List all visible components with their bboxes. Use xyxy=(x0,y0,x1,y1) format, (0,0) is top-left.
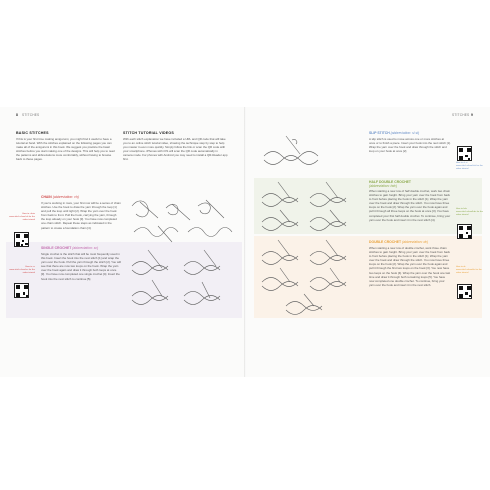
single-crochet-illustrations xyxy=(128,246,238,318)
dc-body: When starting a new row of double crochet, work three chain stitches to gain height. Bring your yarn over the hook from back to front before placing the hook in the stitch [1]. Wrap the yarn over the hook and draw through the stitch. You now have three loops on the hook [2]. Wrap the yarn over the hook again and pull it through the first two loops on the hook [3]. You now have two loops on the hook [4]. Wrap the yarn over the hook one last time and draw it through both remaining loops [5]. You have now completed one double crochet. To continue, bring your yarn over the hook and insert it in the next stitch. xyxy=(369,246,451,287)
slip-stitch-body: A slip stitch is used to move across one or more stitches at once or to finish a piece. Insert your hook into the next stitch [1]. Wrap the yarn over the hook and draw through the stitch and loop on your hook at once [2]. xyxy=(369,137,451,154)
chain-heading: CHAIN (abbreviation: ch) xyxy=(41,195,79,199)
dc-illustrations xyxy=(260,238,356,316)
single-crochet-heading: SINGLE CROCHET (abbreviation: sc) xyxy=(41,246,99,250)
single-crochet-body: Single crochet is the stitch that will be most frequently used in this book. Insert the hook into the next stitch [1] and wrap the yarn over the hook. Pull the yarn through the stitch [2]. You will see that there are now two loops on the hook. Wrap the yarn over the hook again and draw it through both loops at once [3]. You have now completed one single crochet [4]. Insert the hook into the next stitch to continue [5]. xyxy=(41,252,121,281)
chain-body: If you're working in rows, your first row will be a series of chain stitches. Use the hook to draw the yarn through the loop [1] and pull the loop until tight [2]. Wrap the yarn over the hook from back to front. Pull the hook, carrying the yarn, through the loop already on your hook [3]. You have now completed one chain stitch. Repeat these steps as indicated in the pattern to create a foundation chain [4]. xyxy=(41,201,121,230)
dc-qr-code[interactable] xyxy=(457,284,472,299)
book-spine xyxy=(244,107,246,377)
hdc-heading: HALF DOUBLE CROCHET (abbreviation: hdc) xyxy=(369,180,412,188)
hdc-qr-code[interactable] xyxy=(457,224,472,239)
tutorial-videos-body: With each stitch explanation we have included a URL and QR code that will take you to an online stitch tutorial video, showing the technique step by step to help you master it even more quickly. Simply follow the link or scan the QR code with your smartphone. iPhones with iOS will scan the QR code automatically in camera mode. For phones with Android you may need to install a QR-Reader app first. xyxy=(123,137,228,162)
single-crochet-qr-caption: How to sc www.stitch.show/sc for the video tutorial xyxy=(9,266,35,274)
single-crochet-qr-code[interactable] xyxy=(14,283,29,298)
dc-qr-caption: How to dc www.stitch.show/dc for the video tutorial xyxy=(456,266,482,274)
hdc-body: When starting a new row of half double crochet, work two chain stitches to gain height. Bring your yarn over the hook from back to front before placing the hook in the stitch [1]. Wrap the yarn over the hook and draw through the stitch. You now have three loops on the hook [2]. Wrap the yarn over the hook again and pull it through all three loops on the hook at once [3]. You have completed your first half double crochet. To continue, bring your yarn over the hook and insert it in the next stitch [4]. xyxy=(369,189,451,222)
hdc-illustrations xyxy=(260,180,356,232)
basic-stitches-body: If this is your first time making amigurumi, you might find it useful to have a tutorial at hand. With the stitches explained on the following pages you can make all of the amigurumi in this book. We suggest you practice the basic stitches before you start making one of the designs. This will help you to read the patterns and abbreviations more comfortably, without having to browse back to these pages. xyxy=(16,137,115,162)
chain-qr-caption: How to chain www.stitch.show/ch for the video tutorial xyxy=(9,213,35,221)
slip-stitch-qr-code[interactable] xyxy=(457,146,472,161)
tutorial-videos-heading: STITCH TUTORIAL VIDEOS xyxy=(123,131,174,135)
slip-stitch-qr-caption: How to sl st www.stitch.show/slst for the video tutorial xyxy=(456,162,483,170)
left-running-header: STITCHES xyxy=(22,113,40,117)
chain-illustrations xyxy=(128,196,238,244)
slip-stitch-heading: SLIP STITCH (abbreviation: sl st) xyxy=(369,131,420,135)
right-page-number: 9 xyxy=(471,113,473,117)
dc-heading: DOUBLE CROCHET (abbreviation: dc) xyxy=(369,240,429,244)
right-running-header: STITCHES xyxy=(452,113,470,117)
basic-stitches-heading: BASIC STITCHES xyxy=(16,131,49,135)
left-page-number: 8 xyxy=(16,113,18,117)
chain-qr-code[interactable] xyxy=(14,232,29,247)
hdc-qr-caption: How to hdc www.stitch.show/hdc for the video tutorial xyxy=(456,208,483,216)
slip-stitch-illustrations xyxy=(262,132,322,172)
